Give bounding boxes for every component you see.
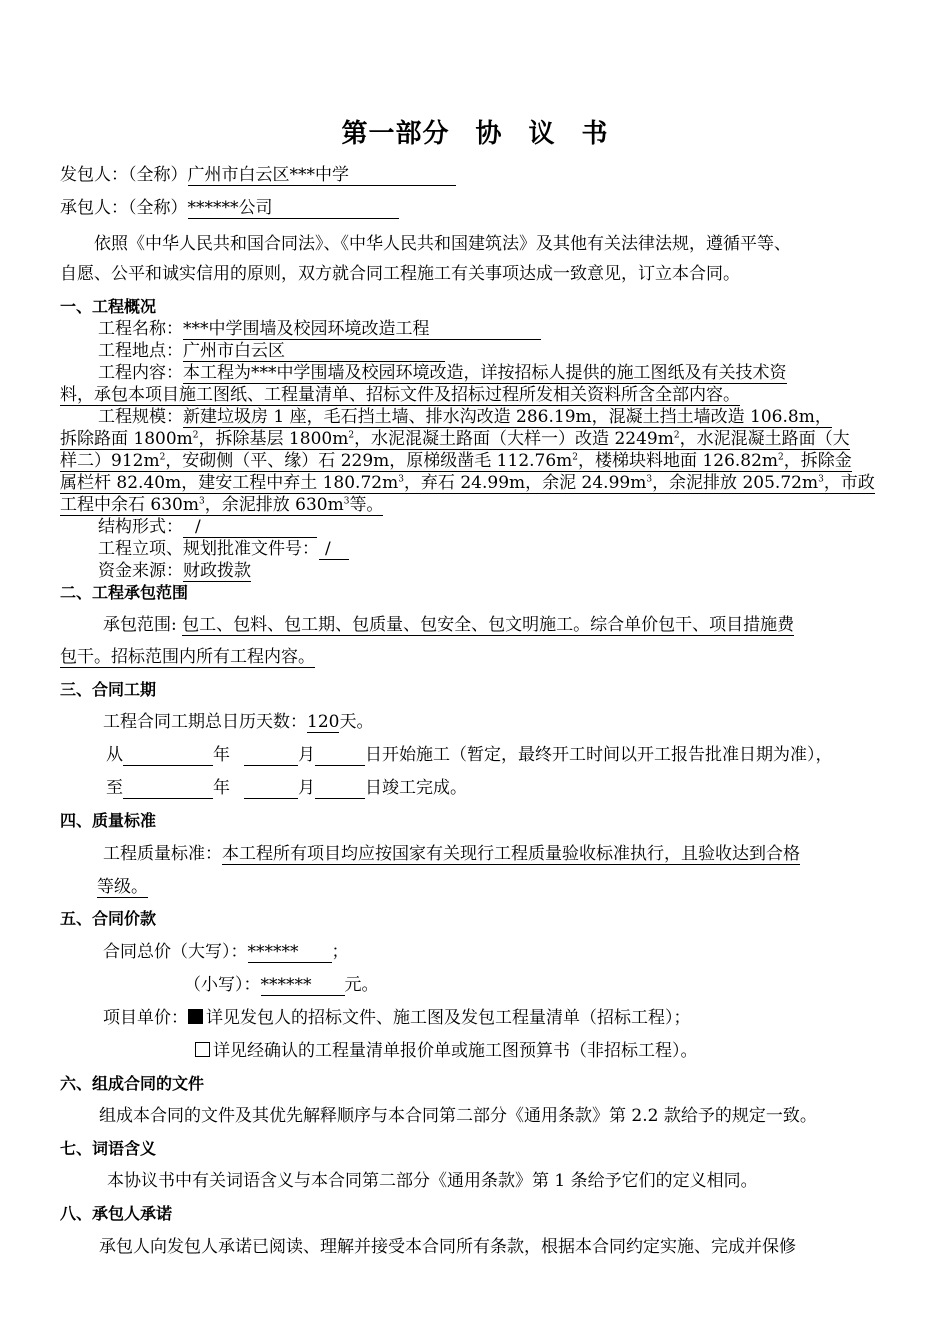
price-upper-line — [103, 941, 349, 963]
sup-3: 3 — [198, 496, 205, 507]
section-1-heading: 一、工程概况 — [60, 297, 157, 316]
structure-label: 结构形式： — [98, 517, 183, 537]
project-name-line — [98, 318, 541, 340]
scale-text-2b: ，拆除基层 1800m — [198, 429, 349, 449]
price-lower-end: 元。 — [344, 975, 379, 995]
preamble-line-1: 依照《中华人民共和国合同法》、《中华人民共和国建筑法》及其他有关法律法规，遵循平等、 — [94, 234, 791, 254]
approval-line — [98, 538, 349, 560]
end-text: 日竣工完成。 — [365, 778, 467, 798]
start-month-blank — [244, 747, 298, 766]
sup-3: 3 — [646, 474, 653, 485]
sup-3: 3 — [818, 474, 824, 485]
checked-box-icon[interactable] — [188, 1009, 203, 1024]
scale-text-4d: ，市政 — [823, 473, 875, 493]
end-day-blank — [315, 780, 365, 799]
scope-label: 承包范围: — [103, 615, 177, 635]
duration-unit: 天。 — [339, 712, 374, 732]
section-6-heading: 六、组成合同的文件 — [60, 1074, 205, 1093]
approval-value: / — [319, 540, 349, 560]
scope-text-1: 包工、包料、包工期、包质量、包安全、包文明施工。综合单价包干、项目措施费 — [182, 615, 795, 635]
sup-2: 2 — [572, 452, 579, 463]
project-location-line — [98, 340, 445, 362]
price-lower-line — [184, 974, 379, 996]
sup-2: 2 — [778, 452, 784, 463]
project-name-value: ***中学围墙及校园环境改造工程 — [183, 320, 541, 340]
sup-2: 2 — [673, 430, 680, 441]
unit-price-option-1 — [103, 1007, 691, 1029]
title-char-2: 议 — [528, 119, 556, 149]
section-8-heading: 八、承包人承诺 — [60, 1204, 173, 1223]
sup-3: 3 — [343, 496, 350, 507]
scale-text-3b: ，安砌侧（平、缘）石 229m，原梯级凿毛 112.76m — [165, 451, 573, 471]
section-3-heading: 三、合同工期 — [60, 680, 157, 699]
fund-line — [98, 560, 251, 582]
project-content-line-2 — [60, 384, 740, 406]
section-5-heading: 五、合同价款 — [60, 909, 157, 928]
project-content-line-1 — [98, 362, 787, 384]
approval-label: 工程立项、规划批准文件号： — [98, 539, 319, 559]
project-scale-text-1: 新建垃圾房 1 座，毛石挡土墙、排水沟改造 286.19m，混凝土挡土墙改造 106.8m， — [183, 407, 832, 427]
price-lower-value: ****** — [261, 976, 345, 996]
scale-text-4b: ，弃石 24.99m，余泥 24.99m — [403, 473, 647, 493]
unit-price-option-2 — [195, 1040, 698, 1062]
price-upper-value: ****** — [248, 943, 332, 963]
price-upper-end: ； — [331, 942, 349, 962]
sup-2: 2 — [192, 430, 199, 441]
employer-label: 发包人：（全称） — [60, 165, 188, 185]
contractor-line — [60, 197, 399, 219]
employer-value: 广州市白云区***中学 — [188, 166, 456, 186]
scale-text-3d: ，拆除金 — [783, 451, 852, 471]
unit-price-option-1-text: 详见发包人的招标文件、施工图及发包工程量清单（招标工程）； — [206, 1008, 691, 1028]
scope-text-2: 包干。招标范围内所有工程内容。 — [60, 647, 315, 667]
end-year-blank — [123, 780, 213, 799]
fund-value: 财政拨款 — [183, 561, 251, 581]
end-date-line — [106, 777, 467, 799]
project-location-value: 广州市白云区 — [183, 342, 445, 362]
sup-2: 2 — [159, 452, 166, 463]
section-2-heading: 二、工程承包范围 — [60, 583, 189, 602]
quality-label: 工程质量标准： — [103, 844, 222, 864]
unchecked-box-icon[interactable] — [195, 1042, 210, 1057]
section-7-text: 本协议书中有关词语含义与本合同第二部分《通用条款》第 1 条给予它们的定义相同。 — [107, 1171, 758, 1191]
start-date-line — [106, 744, 833, 766]
project-content-text-1: 本工程为***中学围墙及校园环境改造，详按招标人提供的施工图纸及有关技术资 — [183, 363, 787, 383]
start-year-blank — [123, 747, 213, 766]
section-6-text: 组成本合同的文件及其优先解释顺序与本合同第二部分《通用条款》第 2.2 款给予的规定一致。 — [99, 1106, 817, 1126]
page-title — [0, 113, 950, 150]
scale-text-2c: ，水泥混凝土路面（大样一）改造 2249m — [354, 429, 674, 449]
project-location-label: 工程地点： — [98, 341, 183, 361]
quality-text-1: 本工程所有项目均应按国家有关现行工程质量验收标准执行，且验收达到合格 — [222, 844, 800, 864]
project-scale-line-5 — [60, 494, 383, 516]
quality-line-1 — [103, 843, 800, 865]
quality-text-2: 等级。 — [97, 877, 148, 897]
end-year-label: 年 — [213, 778, 230, 798]
start-from-label: 从 — [106, 745, 123, 765]
project-content-text-2: 料，承包本项目施工图纸、工程量清单、招标文件及招标过程所发相关资料所含全部内容。 — [60, 385, 740, 405]
start-day-blank — [315, 747, 365, 766]
duration-label: 工程合同工期总日历天数： — [103, 712, 307, 732]
start-month-label: 月 — [298, 745, 315, 765]
unit-price-label: 项目单价： — [103, 1008, 188, 1028]
scale-text-4c: ，余泥排放 205.72m — [652, 473, 819, 493]
sup-3: 3 — [398, 474, 404, 485]
scale-text-5b: ，余泥排放 630m — [204, 495, 344, 515]
employer-line — [60, 164, 456, 186]
structure-value: / — [183, 518, 317, 538]
contractor-value: ******公司 — [188, 199, 399, 219]
scale-text-4a: 属栏杆 82.40m，建安工程中弃土 180.72m — [60, 473, 399, 493]
section-7-heading: 七、词语含义 — [60, 1139, 157, 1158]
project-scale-line-1 — [98, 406, 832, 428]
project-scale-line-2 — [60, 428, 850, 450]
title-part: 第一部分 — [341, 119, 450, 149]
start-text: 日开始施工（暂定，最终开工时间以开工报告批准日期为准）， — [365, 745, 833, 765]
fund-label: 资金来源： — [98, 561, 183, 581]
project-content-label: 工程内容： — [98, 363, 183, 383]
duration-value: 120 — [307, 712, 340, 732]
title-char-1: 协 — [475, 119, 503, 149]
end-month-blank — [244, 780, 298, 799]
project-name-label: 工程名称： — [98, 319, 183, 339]
scale-text-3c: ，楼梯块料地面 126.82m — [578, 451, 779, 471]
quality-line-2 — [97, 876, 148, 898]
scale-text-2a: 拆除路面 1800m — [60, 429, 193, 449]
scope-line-1 — [103, 614, 794, 636]
start-year-label: 年 — [213, 745, 230, 765]
price-lower-label: （小写）： — [184, 975, 261, 995]
preamble-line-2: 自愿、公平和诚实信用的原则，双方就合同工程施工有关事项达成一致意见，订立本合同。 — [60, 264, 740, 284]
scope-line-2 — [60, 646, 315, 668]
unit-price-option-2-text: 详见经确认的工程量清单报价单或施工图预算书（非招标工程）。 — [213, 1041, 698, 1061]
project-scale-label: 工程规模： — [98, 407, 183, 427]
scale-text-5c: 等。 — [349, 495, 384, 515]
price-upper-label: 合同总价（大写）： — [103, 942, 248, 962]
section-8-text: 承包人向发包人承诺已阅读、理解并接受本合同所有条款，根据本合同约定实施、完成并保修 — [99, 1237, 796, 1257]
scale-text-5a: 工程中余石 630m — [60, 495, 199, 515]
project-scale-line-3 — [60, 450, 852, 472]
contractor-label: 承包人：（全称） — [60, 198, 188, 218]
sup-2: 2 — [348, 430, 355, 441]
section-4-heading: 四、质量标准 — [60, 811, 157, 830]
end-month-label: 月 — [298, 778, 315, 798]
structure-line — [98, 516, 317, 538]
duration-line — [103, 711, 373, 733]
scale-text-2d: ，水泥混凝土路面（大 — [679, 429, 850, 449]
project-scale-line-4 — [60, 472, 875, 494]
scale-text-3a: 样二）912m — [60, 451, 160, 471]
title-char-3: 书 — [581, 119, 609, 149]
end-to-label: 至 — [106, 778, 123, 798]
